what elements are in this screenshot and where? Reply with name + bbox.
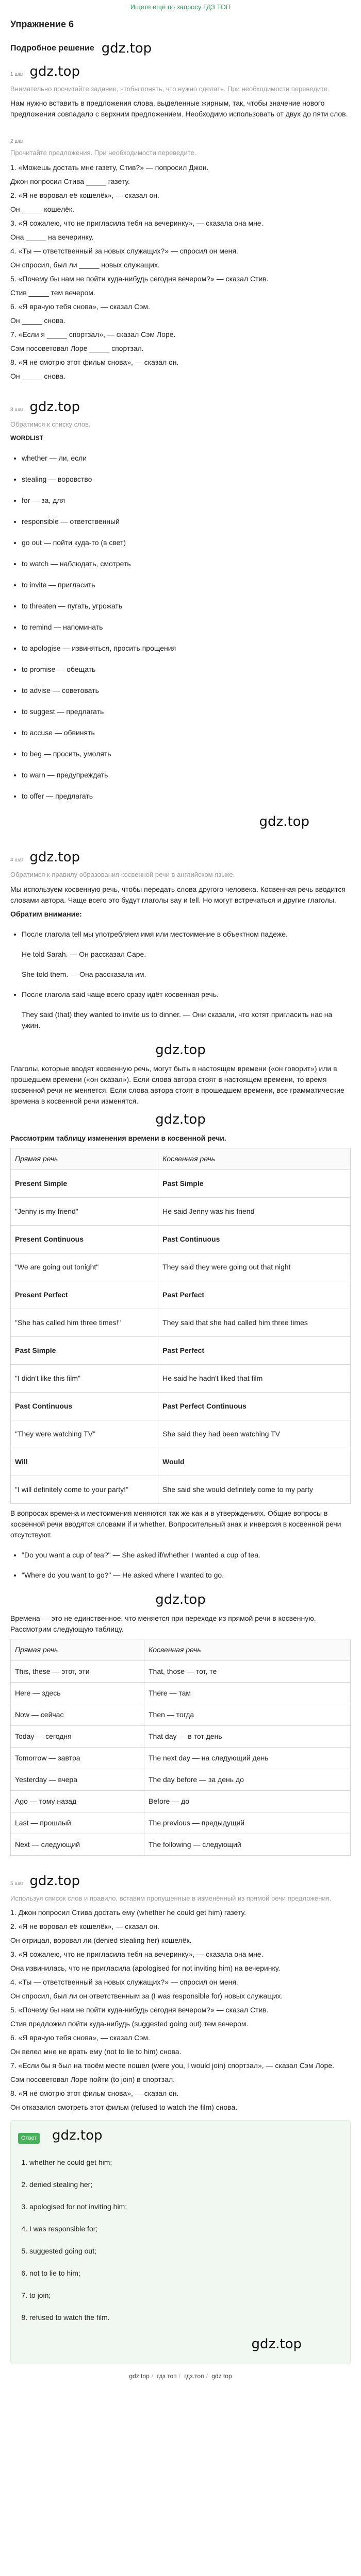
footer-link[interactable]: гдз топ — [157, 2372, 177, 2380]
list-item: • После глагола said чаще всего сразу идёт косвенная речь. — [22, 989, 351, 1000]
table-cell: Today — сегодня — [11, 1725, 144, 1747]
list-item: 8. refused to watch the film. — [29, 2312, 343, 2323]
list-item: • "Where do you want to go?" — He asked where I wanted to go. — [22, 1570, 351, 1581]
step-badge: 5 шаг — [10, 1880, 24, 1887]
table-cell: Yesterday — вчера — [11, 1769, 144, 1790]
table-header: Косвенная речь — [158, 1148, 351, 1170]
step-hint: Обратимся к списку слов. — [10, 420, 91, 428]
search-link[interactable]: Ищете ещё по запросу ГДЗ ТОП — [130, 3, 231, 11]
sentence: 8. «Я не смотрю этот фильм снова», — сказал он. — [10, 358, 179, 366]
list-item: • "Do you want a cup of tea?" — She asked if/whether I wanted a cup of tea. — [22, 1550, 351, 1561]
table-cell: Present Simple — [11, 1170, 158, 1197]
watermark: gdz.top — [29, 1873, 80, 1889]
table-row — [11, 1253, 351, 1281]
sentence: 2. «Я не воровал её кошелёк», — сказал он. — [10, 191, 159, 199]
table-cell: This, these — этот, эти — [11, 1660, 144, 1682]
watermark: gdz.top — [29, 399, 80, 415]
list-item: 3. apologised for not inviting him; — [29, 2201, 343, 2212]
sentence: Он _____ кошелёк. — [10, 205, 74, 213]
step-hint: Прочитайте предложения. При необходимости переведите. — [10, 149, 196, 157]
sentence: Он отказался смотреть этот фильм (refused to watch the film) снова. — [10, 2103, 238, 2111]
table-cell: The following — следующий — [144, 1834, 351, 1855]
page-title: Упражнение 6 — [10, 19, 74, 29]
sentence: 6. «Я врачую тебя снова», — сказал Сэм. — [10, 2033, 150, 2042]
sentence: 7. «Если я _____ спортзал», — сказал Сэм Лоре. — [10, 330, 176, 338]
list-item: • whether — ли, если — [22, 453, 351, 464]
table-row — [11, 1476, 351, 1503]
list-item: • to offer — предлагать — [22, 791, 351, 802]
sentence: 1. Джон попросил Стива достать ему (whether he could get him) газету. — [10, 1908, 246, 1917]
step-hint: Обратимся к правилу образования косвенной речи в английском языке. — [10, 871, 235, 878]
table-cell: "She has called him three times!" — [11, 1309, 158, 1336]
table-row — [11, 1812, 351, 1834]
list-item: • to invite — пригласить — [22, 580, 351, 590]
sentence: 6. «Я врачую тебя снова», — сказал Сэм. — [10, 302, 150, 311]
table-row — [11, 1790, 351, 1812]
watermark: gdz.top — [155, 1042, 206, 1058]
table-cell: Present Perfect — [11, 1281, 158, 1309]
answer-list — [18, 2157, 343, 2323]
table-cell: Now — сейчас — [11, 1704, 144, 1725]
table-cell: Present Continuous — [11, 1225, 158, 1253]
answer-box — [10, 2120, 351, 2364]
sentence: 4. «Ты — ответственный за новых служащих?» — спросил он меня. — [10, 1978, 238, 1986]
rule-para: Глаголы, которые вводят косвенную речь, могут быть в настоящем времени («он говорит») или в прошедшем времени («он сказал»). Если слова автора стоят в настоящем времени, то время косвенной речи не меняется. Если слова автора стоят в прошедшем времени, все грамматические времена в косвенной речи изменятся. — [10, 1064, 344, 1105]
attention-heading: Обратим внимание: — [10, 909, 82, 918]
list-item: • for — за, для — [22, 495, 351, 506]
list-item: 7. to join; — [29, 2290, 343, 2301]
list-item: • to suggest — предлагать — [22, 706, 351, 717]
table-cell: Then — тогда — [144, 1704, 351, 1725]
step-5 — [10, 1871, 351, 2113]
step-2 — [10, 135, 351, 382]
table-header: Косвенная речь — [144, 1639, 351, 1660]
sentence: Он спросил, был ли он ответственным за (I was responsible for) новых служащих. — [10, 1992, 283, 2000]
table-cell: Tomorrow — завтра — [11, 1747, 144, 1769]
table-cell: Past Perfect — [158, 1281, 351, 1309]
table-cell: Past Continuous — [158, 1225, 351, 1253]
list-item: • to warn — предупреждать — [22, 770, 351, 781]
sentence: 2. «Я не воровал её кошелёк», — сказал он. — [10, 1922, 159, 1930]
table-cell: "I will definitely come to your party!" — [11, 1476, 158, 1503]
table-row — [11, 1834, 351, 1855]
list-item: • to advise — советовать — [22, 685, 351, 696]
table-cell: They said that she had called him three times — [158, 1309, 351, 1336]
sentence: 1. «Можешь достать мне газету, Стив?» — попросил Джон. — [10, 163, 209, 172]
list-item: • to threaten — пугать, угрожать — [22, 601, 351, 612]
table-cell: The next day — на следующий день — [144, 1747, 351, 1769]
table-row — [11, 1704, 351, 1725]
table-row — [11, 1309, 351, 1336]
table-cell: That, those — тот, те — [144, 1660, 351, 1682]
table-title: Рассмотрим таблицу изменения времени в косвенной речи. — [10, 1133, 226, 1142]
table-row — [11, 1170, 351, 1197]
words-table — [10, 1639, 351, 1856]
sentence: Стив _____ тем вечером. — [10, 288, 95, 297]
table-cell: Before — до — [144, 1790, 351, 1812]
list-item: • to apologise — извиняться, просить прощения — [22, 643, 351, 654]
table-cell: "They were watching TV" — [11, 1420, 158, 1448]
table-cell: "We are going out tonight" — [11, 1253, 158, 1281]
table-cell: Ago — тому назад — [11, 1790, 144, 1812]
table-cell: Here — здесь — [11, 1682, 144, 1704]
list-item: • to promise — обещать — [22, 664, 351, 675]
list-item: • После глагола tell мы употребляем имя или местоимение в объектном падеже. — [22, 929, 351, 940]
list-item: • to beg — просить, умолять — [22, 749, 351, 759]
table-cell: He said he hadn't liked that film — [158, 1364, 351, 1392]
table-cell: Will — [11, 1448, 158, 1476]
wordlist-heading: WORDLIST — [10, 434, 43, 442]
sentence: Он велел мне не врать ему (not to lie to him) снова. — [10, 2047, 182, 2056]
sentence: Она _____ на вечеринку. — [10, 232, 94, 241]
table-cell: Past Perfect — [158, 1336, 351, 1364]
table-row — [11, 1769, 351, 1790]
wordlist — [10, 453, 351, 802]
sentence: 5. «Почему бы нам не пойти куда-нибудь сегодня вечером?» — сказал Стив. — [10, 2006, 269, 2014]
top-link[interactable] — [10, 0, 351, 12]
table-cell: The day before — за день до — [144, 1769, 351, 1790]
step-hint: Внимательно прочитайте задание, чтобы понять, что нужно сделать. При необходимости переведите. — [10, 84, 330, 93]
sentence: Сэм посоветовал Лоре _____ спортзал. — [10, 344, 144, 352]
table-cell: She said she would definitely come to my party — [158, 1476, 351, 1503]
list-item: 1. whether he could get him; — [29, 2157, 343, 2168]
list-item: • to accuse — обвинять — [22, 727, 351, 738]
rule-para: Времена — это не единственное, что меняется при переходе из прямой речи в косвенную. Рассмотрим следующую таблицу. — [10, 1614, 316, 1633]
watermark: gdz.top — [29, 63, 80, 79]
table-header: Прямая речь — [11, 1148, 158, 1170]
table-row — [11, 1660, 351, 1682]
sentence: Он _____ снова. — [10, 371, 65, 380]
list-item: 2. denied stealing her; — [29, 2179, 343, 2190]
step-4 — [10, 848, 351, 1856]
table-cell: Past Simple — [11, 1336, 158, 1364]
step-badge: 3 шаг — [10, 406, 24, 413]
table-cell: That day — в тот день — [144, 1725, 351, 1747]
examples — [10, 1550, 351, 1581]
watermark: gdz.top — [259, 814, 309, 829]
table-cell: Next — следующий — [11, 1834, 144, 1855]
footer: gdz.top / гдз топ / гдз.топ / gdz top — [129, 2372, 232, 2380]
footer-link[interactable]: gdz top — [211, 2372, 232, 2380]
sentence: Он отрицал, воровал ли (denied stealing her) кошелёк. — [10, 1936, 192, 1944]
footer-link[interactable]: gdz.top — [129, 2372, 150, 2380]
table-row — [11, 1281, 351, 1309]
list-item: • go out — пойти куда-то (в свет) — [22, 537, 351, 548]
table-row — [11, 1225, 351, 1253]
sentence: 4. «Ты — ответственный за новых служащих?» — спросил он меня. — [10, 246, 238, 255]
sentence: Сэм посоветовал Лоре пойти (to join) в спортзал. — [10, 2075, 175, 2083]
table-row — [11, 1725, 351, 1747]
sentence: Она извинилась, что не пригласила (apologised for not inviting him) на вечеринку. — [10, 1964, 281, 1972]
table-row — [11, 1336, 351, 1364]
list-item: • stealing — воровство — [22, 474, 351, 485]
table-cell: Would — [158, 1448, 351, 1476]
step-badge: 2 шаг — [10, 139, 24, 144]
sentence: 5. «Почему бы нам не пойти куда-нибудь сегодня вечером?» — сказал Стив. — [10, 274, 269, 283]
tense-table — [10, 1148, 351, 1504]
sentence: 3. «Я сожалею, что не пригласила тебя на вечеринку», — сказала она мне. — [10, 218, 264, 227]
sentence: 8. «Я не смотрю этот фильм снова», — сказал он. — [10, 2089, 179, 2097]
sentence: Он спросил, был ли _____ новых служащих. — [10, 260, 160, 269]
table-row — [11, 1448, 351, 1476]
sentence: 3. «Я сожалею, что не пригласила тебя на вечеринку», — сказала она мне. — [10, 1950, 264, 1958]
table-cell: "Jenny is my friend" — [11, 1197, 158, 1225]
sentence: Стив предложил пойти куда-нибудь (suggested going out) тем вечером. — [10, 2020, 249, 2028]
list-item: He told Sarah. — Он рассказал Саре. — [22, 950, 146, 958]
watermark: gdz.top — [52, 2128, 103, 2143]
table-cell: She said they had been watching TV — [158, 1420, 351, 1448]
table-cell: He said Jenny was his friend — [158, 1197, 351, 1225]
watermark: gdz.top — [155, 1111, 206, 1127]
step-3 — [10, 397, 351, 833]
table-header: Прямая речь — [11, 1639, 144, 1660]
table-row — [11, 1420, 351, 1448]
list-item: 4. I was responsible for; — [29, 2224, 343, 2234]
table-cell: Last — прошлый — [11, 1812, 144, 1834]
watermark: gdz.top — [101, 40, 152, 56]
list-item: • to remind — напоминать — [22, 622, 351, 633]
list-item: They said (that) they wanted to invite us to dinner. — Они сказали, что хотят пригласить нас на ужин. — [22, 1010, 333, 1029]
table-cell: They said they were going out that night — [158, 1253, 351, 1281]
table-row — [11, 1682, 351, 1704]
list-item: • to watch — наблюдать, смотреть — [22, 558, 351, 569]
subtitle: Подробное решение — [10, 43, 94, 53]
table-cell: "I didn't like this film" — [11, 1364, 158, 1392]
table-cell: Past Perfect Continuous — [158, 1392, 351, 1420]
list-item: 5. suggested going out; — [29, 2246, 343, 2257]
step-text: Нам нужно вставить в предложения слова, выделенные жирным, так, чтобы значение нового предложения совпадало с верхним предложением. Необходимо использовать от двух до пяти слов. — [10, 99, 348, 118]
footer-link[interactable]: гдз.топ — [184, 2372, 204, 2380]
table-cell: Past Simple — [158, 1170, 351, 1197]
rule-points — [10, 929, 351, 1031]
rule-intro: Мы используем косвенную речь, чтобы передать слова другого человека. Косвенная речь вводится словами автора. Чаще всего это будут глаголы say и tell. Но могут встречаться и другие глаголы. — [10, 885, 346, 904]
step-hint: Используя список слов и правило, вставим пропущенные в изменённый из прямой речи предложения. — [10, 1894, 332, 1902]
watermark: gdz.top — [155, 1591, 206, 1607]
watermark: gdz.top — [251, 2336, 302, 2352]
step-1 — [10, 62, 351, 120]
step-badge: 1 шаг — [10, 71, 24, 77]
sentence: 7. «Если бы я был на твоём месте пошел (were you, I would join) спортзал», — сказал Сэм Лоре. — [10, 2061, 334, 2070]
watermark: gdz.top — [29, 850, 80, 865]
table-row — [11, 1747, 351, 1769]
table-cell: Past Continuous — [11, 1392, 158, 1420]
list-item: 6. not to lie to him; — [29, 2268, 343, 2279]
table-row — [11, 1364, 351, 1392]
sentence: Он _____ снова. — [10, 316, 65, 325]
table-cell: There — там — [144, 1682, 351, 1704]
rule-para: В вопросах времена и местоимения меняются так же как и в утверждениях. Общие вопросы в косвенной речи вводятся словами if и whether. Вопросительный знак и инверсия в косвенной речи отсутствуют. — [10, 1509, 341, 1539]
answer-label: Ответ — [18, 2133, 40, 2144]
table-row — [11, 1197, 351, 1225]
list-item: • responsible — ответственный — [22, 516, 351, 527]
list-item: She told them. — Она рассказала им. — [22, 970, 146, 978]
table-cell: The previous — предыдущий — [144, 1812, 351, 1834]
sentence: Джон попросил Стива _____ газету. — [10, 177, 130, 185]
step-badge: 4 шаг — [10, 857, 24, 863]
table-row — [11, 1392, 351, 1420]
